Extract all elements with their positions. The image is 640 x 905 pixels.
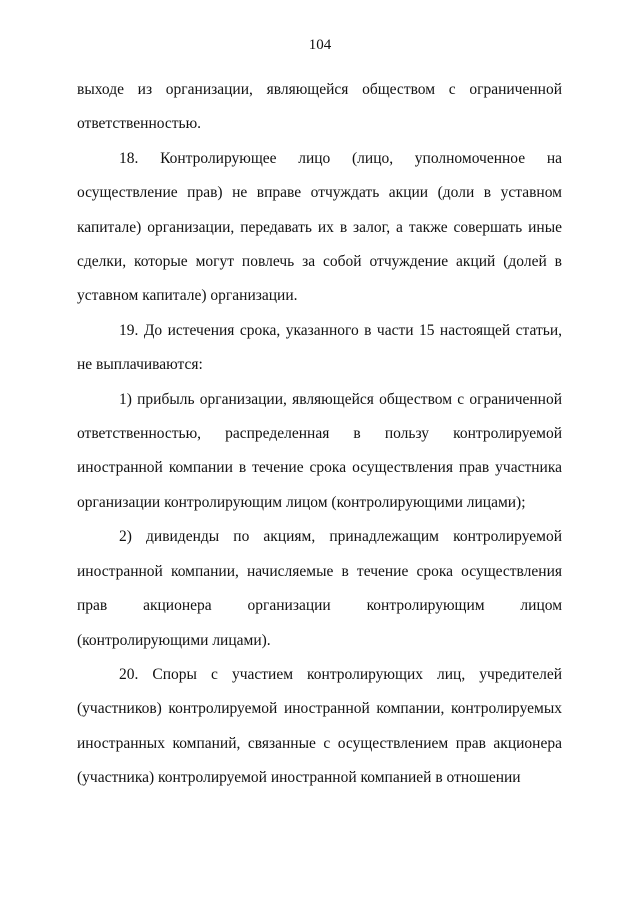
paragraph-19-item-1: 1) прибыль организации, являющейся обществом с ограниченной ответственностью, распределенная в пользу контролируемой иностранной компании в течение срока осуществления прав участника организации контролирующим лицом (контролирующими лицами); <box>77 390 562 511</box>
paragraph-continuation: выходе из организации, являющейся обществом с ограниченной ответственностью. <box>77 81 562 133</box>
paragraph-19: 19. До истечения срока, указанного в части 15 настоящей статьи, не выплачиваются: <box>77 321 562 374</box>
page-number: 104 <box>308 37 332 53</box>
paragraph-19-item-2: 2) дивиденды по акциям, принадлежащим контролируемой иностранной компании, начисляемые в течение срока осуществления прав акционера организации контролирующим лицом (контролирующими лицами). <box>77 528 562 649</box>
paragraph-18: 18. Контролирующее лицо (лицо, уполномоченное на осуществление прав) не вправе отчуждать акции (доли в уставном капитале) организации, передавать их в залог, а также совершать иные сделки, которые могут повлечь за собой отчуждение акций (долей в уставном капитале) организации. <box>77 149 562 305</box>
document-body <box>77 73 562 796</box>
paragraph-20: 20. Споры с участием контролирующих лиц, учредителей (участников) контролируемой иностранной компании, контролируемых иностранных компаний, связанные с осуществлением прав акционера (участника) контролируемой иностранной компанией в отношении <box>77 665 562 787</box>
